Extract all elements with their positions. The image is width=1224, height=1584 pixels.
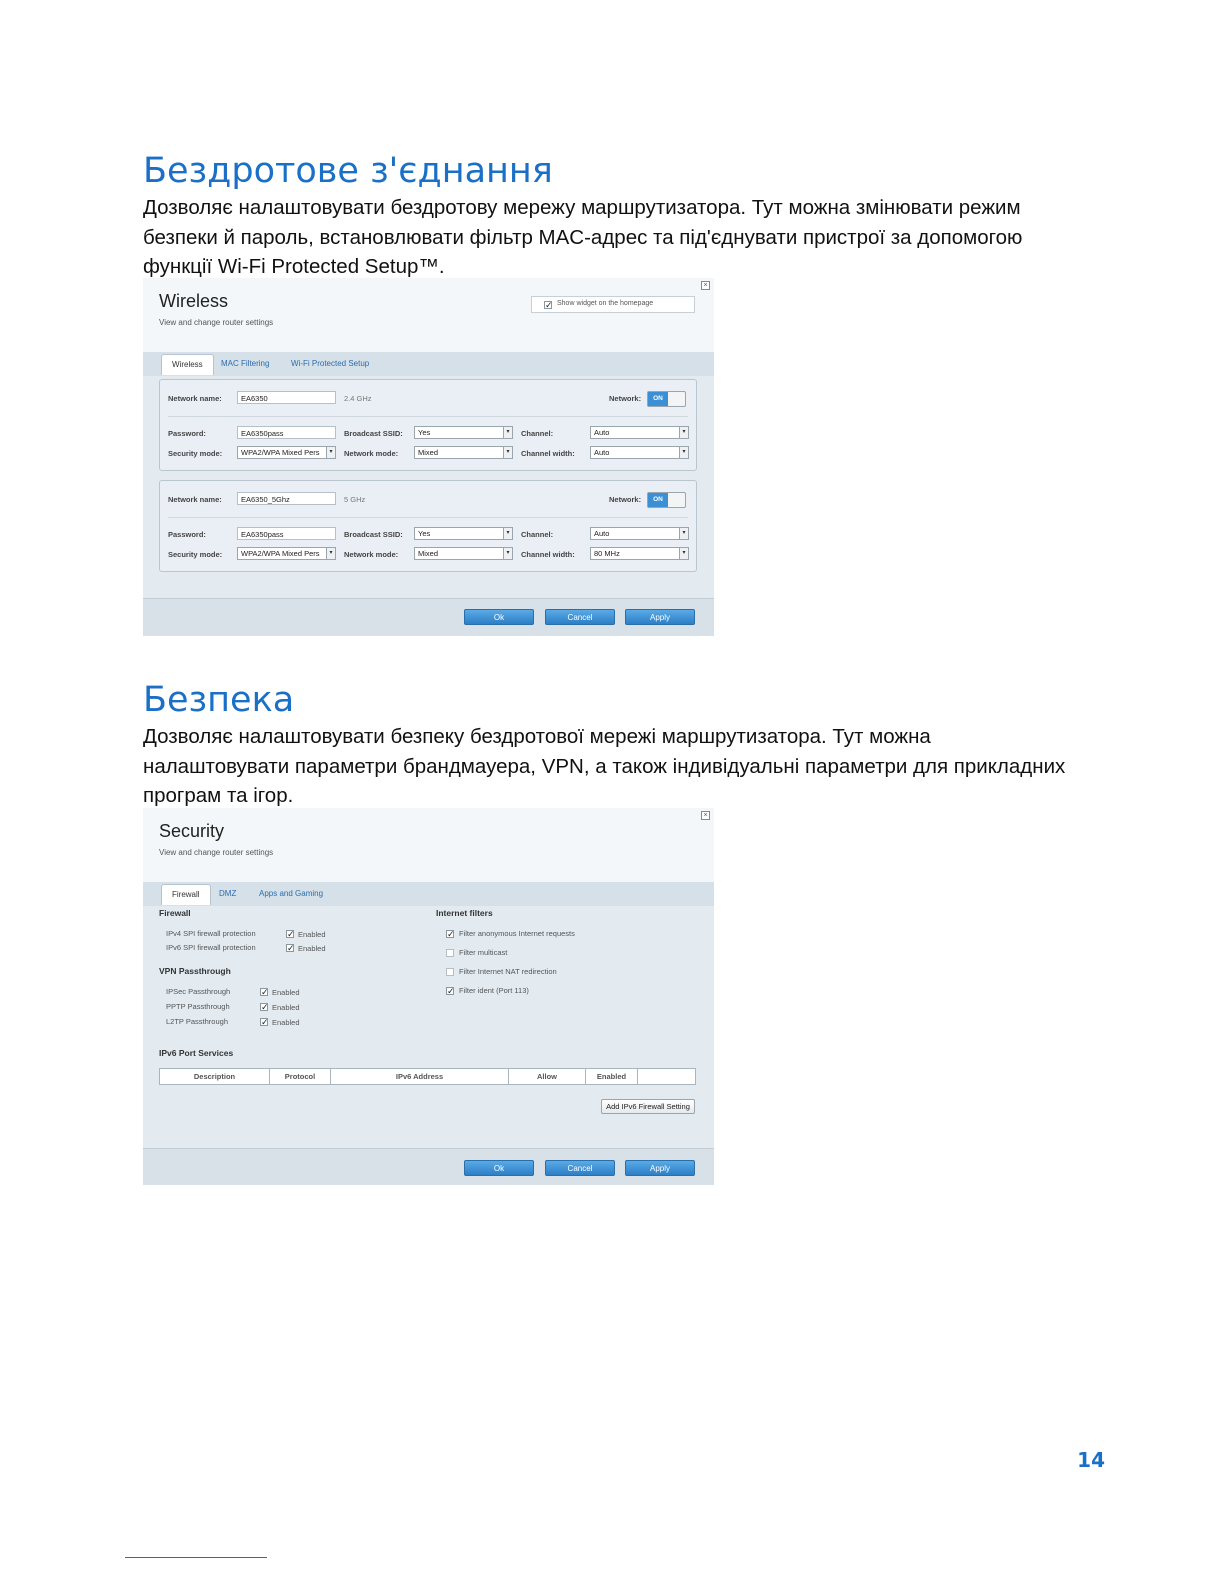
section-paragraph-security bbox=[143, 722, 1103, 811]
filter-nat-label: Filter Internet NAT redirection bbox=[459, 967, 557, 976]
channel-width-label: Channel width: bbox=[521, 550, 575, 559]
ok-button[interactable]: Ok bbox=[464, 609, 534, 625]
checkbox-label: Enabled bbox=[272, 988, 300, 997]
checkbox-checked-icon[interactable]: ✓ bbox=[261, 1017, 269, 1027]
checkbox-checked-icon[interactable]: ✓ bbox=[447, 929, 455, 939]
network-name-label: Network name: bbox=[168, 495, 222, 504]
broadcast-ssid-select[interactable] bbox=[414, 426, 513, 439]
checkbox-unchecked-icon[interactable] bbox=[446, 968, 454, 976]
chevron-down-icon: ▾ bbox=[679, 528, 688, 539]
chevron-down-icon: ▾ bbox=[503, 528, 512, 539]
cancel-button[interactable]: Cancel bbox=[545, 1160, 615, 1176]
tab-wifi-protected-setup[interactable]: Wi-Fi Protected Setup bbox=[291, 359, 370, 368]
ipsec-label: IPSec Passthrough bbox=[166, 987, 231, 996]
paragraph-line: функції Wi-Fi Protected Setup™. bbox=[143, 255, 445, 278]
paragraph-line: Дозволяє налаштовувати безпеку бездротової мережі маршрутизатора. Тут можна bbox=[143, 725, 931, 748]
network-mode-label: Network mode: bbox=[344, 550, 399, 559]
table-header-ipv6-address: IPv6 Address bbox=[331, 1069, 509, 1084]
checkbox-label: Enabled bbox=[272, 1018, 300, 1027]
checkbox-unchecked-icon[interactable] bbox=[446, 949, 454, 957]
chevron-down-icon: ▾ bbox=[503, 548, 512, 559]
filter-anonymous-label: Filter anonymous Internet requests bbox=[459, 929, 575, 938]
ipv6-port-services-title: IPv6 Port Services bbox=[159, 1048, 234, 1058]
network-mode-select[interactable] bbox=[414, 446, 513, 459]
security-settings-screenshot bbox=[143, 808, 714, 1185]
security-mode-select[interactable] bbox=[237, 547, 336, 560]
checkbox-checked-icon[interactable]: ✓ bbox=[447, 986, 455, 996]
network-name-label: Network name: bbox=[168, 394, 222, 403]
toggle-on-label: ON bbox=[648, 392, 668, 406]
paragraph-line: програм та ігор. bbox=[143, 784, 294, 807]
table-header-protocol: Protocol bbox=[270, 1069, 331, 1084]
checkbox-checked-icon[interactable]: ✓ bbox=[261, 987, 269, 997]
password-input[interactable]: EA6350pass bbox=[237, 527, 336, 540]
add-ipv6-firewall-setting-button[interactable]: Add IPv6 Firewall Setting bbox=[601, 1099, 695, 1114]
password-label: Password: bbox=[168, 429, 206, 438]
toggle-on-label: ON bbox=[648, 493, 668, 507]
ipv6-spi-label: IPv6 SPI firewall protection bbox=[166, 943, 256, 952]
panel-header bbox=[143, 808, 714, 882]
checkbox-checked-icon[interactable]: ✓ bbox=[287, 943, 295, 953]
section-paragraph-wireless bbox=[143, 193, 1103, 282]
vpn-section-title: VPN Passthrough bbox=[159, 966, 231, 976]
broadcast-ssid-label: Broadcast SSID: bbox=[344, 530, 403, 539]
channel-label: Channel: bbox=[521, 530, 554, 539]
select-value: Yes bbox=[418, 529, 431, 538]
button-bar bbox=[143, 1148, 714, 1185]
tab-dmz[interactable]: DMZ bbox=[219, 889, 237, 898]
tab-bar bbox=[143, 882, 714, 906]
divider bbox=[168, 416, 688, 417]
checkbox-label: Enabled bbox=[298, 930, 326, 939]
checkbox-checked-icon[interactable]: ✓ bbox=[261, 1002, 269, 1012]
apply-button[interactable]: Apply bbox=[625, 609, 695, 625]
cancel-button[interactable]: Cancel bbox=[545, 609, 615, 625]
network-mode-select[interactable] bbox=[414, 547, 513, 560]
network-name-input[interactable]: EA6350_5Ghz bbox=[237, 492, 336, 505]
section-heading-security: Безпека bbox=[143, 680, 295, 720]
password-input[interactable]: EA6350pass bbox=[237, 426, 336, 439]
network-name-input[interactable]: EA6350 bbox=[237, 391, 336, 404]
panel-title: Wireless bbox=[159, 291, 229, 311]
firewall-section-title: Firewall bbox=[159, 908, 191, 918]
chevron-down-icon: ▾ bbox=[679, 447, 688, 458]
tab-apps-and-gaming[interactable]: Apps and Gaming bbox=[259, 889, 324, 898]
tab-wireless[interactable]: Wireless bbox=[161, 354, 214, 375]
channel-width-select[interactable] bbox=[590, 547, 689, 560]
tab-mac-filtering[interactable]: MAC Filtering bbox=[221, 359, 270, 368]
apply-button[interactable]: Apply bbox=[625, 1160, 695, 1176]
paragraph-line: Дозволяє налаштовувати бездротову мережу маршрутизатора. Тут можна змінювати режим bbox=[143, 196, 1021, 219]
checkbox-label: Enabled bbox=[272, 1003, 300, 1012]
checkbox-label: Enabled bbox=[298, 944, 326, 953]
select-value: Auto bbox=[594, 448, 610, 457]
chevron-down-icon: ▾ bbox=[679, 548, 688, 559]
broadcast-ssid-label: Broadcast SSID: bbox=[344, 429, 403, 438]
security-mode-select[interactable] bbox=[237, 446, 336, 459]
channel-label: Channel: bbox=[521, 429, 554, 438]
band-group-5ghz bbox=[159, 480, 697, 572]
channel-select[interactable] bbox=[590, 426, 689, 439]
select-value: Mixed bbox=[418, 448, 439, 457]
select-value: Auto bbox=[594, 428, 610, 437]
close-icon[interactable]: × bbox=[701, 811, 710, 820]
section-heading-wireless: Бездротове з'єднання bbox=[143, 151, 553, 191]
table-header-enabled: Enabled bbox=[586, 1069, 638, 1084]
widget-checkbox-field[interactable] bbox=[531, 296, 695, 313]
table-header-actions bbox=[638, 1069, 695, 1084]
filter-ident-label: Filter ident (Port 113) bbox=[459, 986, 529, 995]
filter-multicast-label: Filter multicast bbox=[459, 948, 508, 957]
chevron-down-icon: ▾ bbox=[326, 447, 335, 458]
ipv6-port-services-table bbox=[159, 1068, 696, 1085]
network-toggle[interactable] bbox=[647, 492, 686, 508]
paragraph-line: налаштовувати параметри брандмауера, VPN, а також індивідуальні параметри для прикладних bbox=[143, 754, 1066, 778]
band-group-24ghz bbox=[159, 379, 697, 471]
panel-subtitle: View and change router settings bbox=[159, 318, 274, 327]
pptp-label: PPTP Passthrough bbox=[166, 1002, 230, 1011]
l2tp-label: L2TP Passthrough bbox=[166, 1017, 228, 1026]
internet-filters-title: Internet filters bbox=[436, 908, 493, 918]
widget-checkbox-label: Show widget on the homepage bbox=[557, 300, 654, 307]
password-label: Password: bbox=[168, 530, 206, 539]
network-label: Network: bbox=[609, 394, 642, 403]
band-label: 5 GHz bbox=[344, 495, 366, 504]
table-header-description: Description bbox=[160, 1069, 270, 1084]
select-value: Mixed bbox=[418, 549, 439, 558]
band-label: 2.4 GHz bbox=[344, 394, 372, 403]
button-bar bbox=[143, 598, 714, 636]
wireless-settings-screenshot bbox=[143, 278, 714, 636]
chevron-down-icon: ▾ bbox=[503, 447, 512, 458]
chevron-down-icon: ▾ bbox=[326, 548, 335, 559]
paragraph-line: безпеки й пароль, встановлювати фільтр MAC-адрес та під'єднувати пристрої за допомогою bbox=[143, 225, 1023, 249]
ipv4-spi-label: IPv4 SPI firewall protection bbox=[166, 929, 256, 938]
chevron-down-icon: ▾ bbox=[679, 427, 688, 438]
checkbox-checked-icon[interactable]: ✓ bbox=[545, 300, 553, 310]
security-mode-label: Security mode: bbox=[168, 550, 223, 559]
select-value: WPA2/WPA Mixed Pers bbox=[241, 448, 320, 457]
select-value: Yes bbox=[418, 428, 431, 437]
network-toggle[interactable] bbox=[647, 391, 686, 407]
network-mode-label: Network mode: bbox=[344, 449, 399, 458]
panel-title: Security bbox=[159, 821, 225, 841]
select-value: Auto bbox=[594, 529, 610, 538]
footnote-rule bbox=[125, 1557, 267, 1558]
checkbox-checked-icon[interactable]: ✓ bbox=[287, 929, 295, 939]
divider bbox=[168, 517, 688, 518]
tab-bar bbox=[143, 352, 714, 376]
security-mode-label: Security mode: bbox=[168, 449, 223, 458]
channel-select[interactable] bbox=[590, 527, 689, 540]
chevron-down-icon: ▾ bbox=[503, 427, 512, 438]
panel-header bbox=[143, 278, 714, 352]
select-value: WPA2/WPA Mixed Pers bbox=[241, 549, 320, 558]
close-icon[interactable]: × bbox=[701, 281, 710, 290]
panel-subtitle: View and change router settings bbox=[159, 848, 274, 857]
select-value: 80 MHz bbox=[594, 549, 620, 558]
table-header-allow: Allow bbox=[509, 1069, 586, 1084]
ok-button[interactable]: Ok bbox=[464, 1160, 534, 1176]
network-label: Network: bbox=[609, 495, 642, 504]
tab-firewall[interactable]: Firewall bbox=[161, 884, 211, 905]
broadcast-ssid-select[interactable] bbox=[414, 527, 513, 540]
channel-width-label: Channel width: bbox=[521, 449, 575, 458]
channel-width-select[interactable] bbox=[590, 446, 689, 459]
page-number: 14 bbox=[1077, 1448, 1105, 1472]
